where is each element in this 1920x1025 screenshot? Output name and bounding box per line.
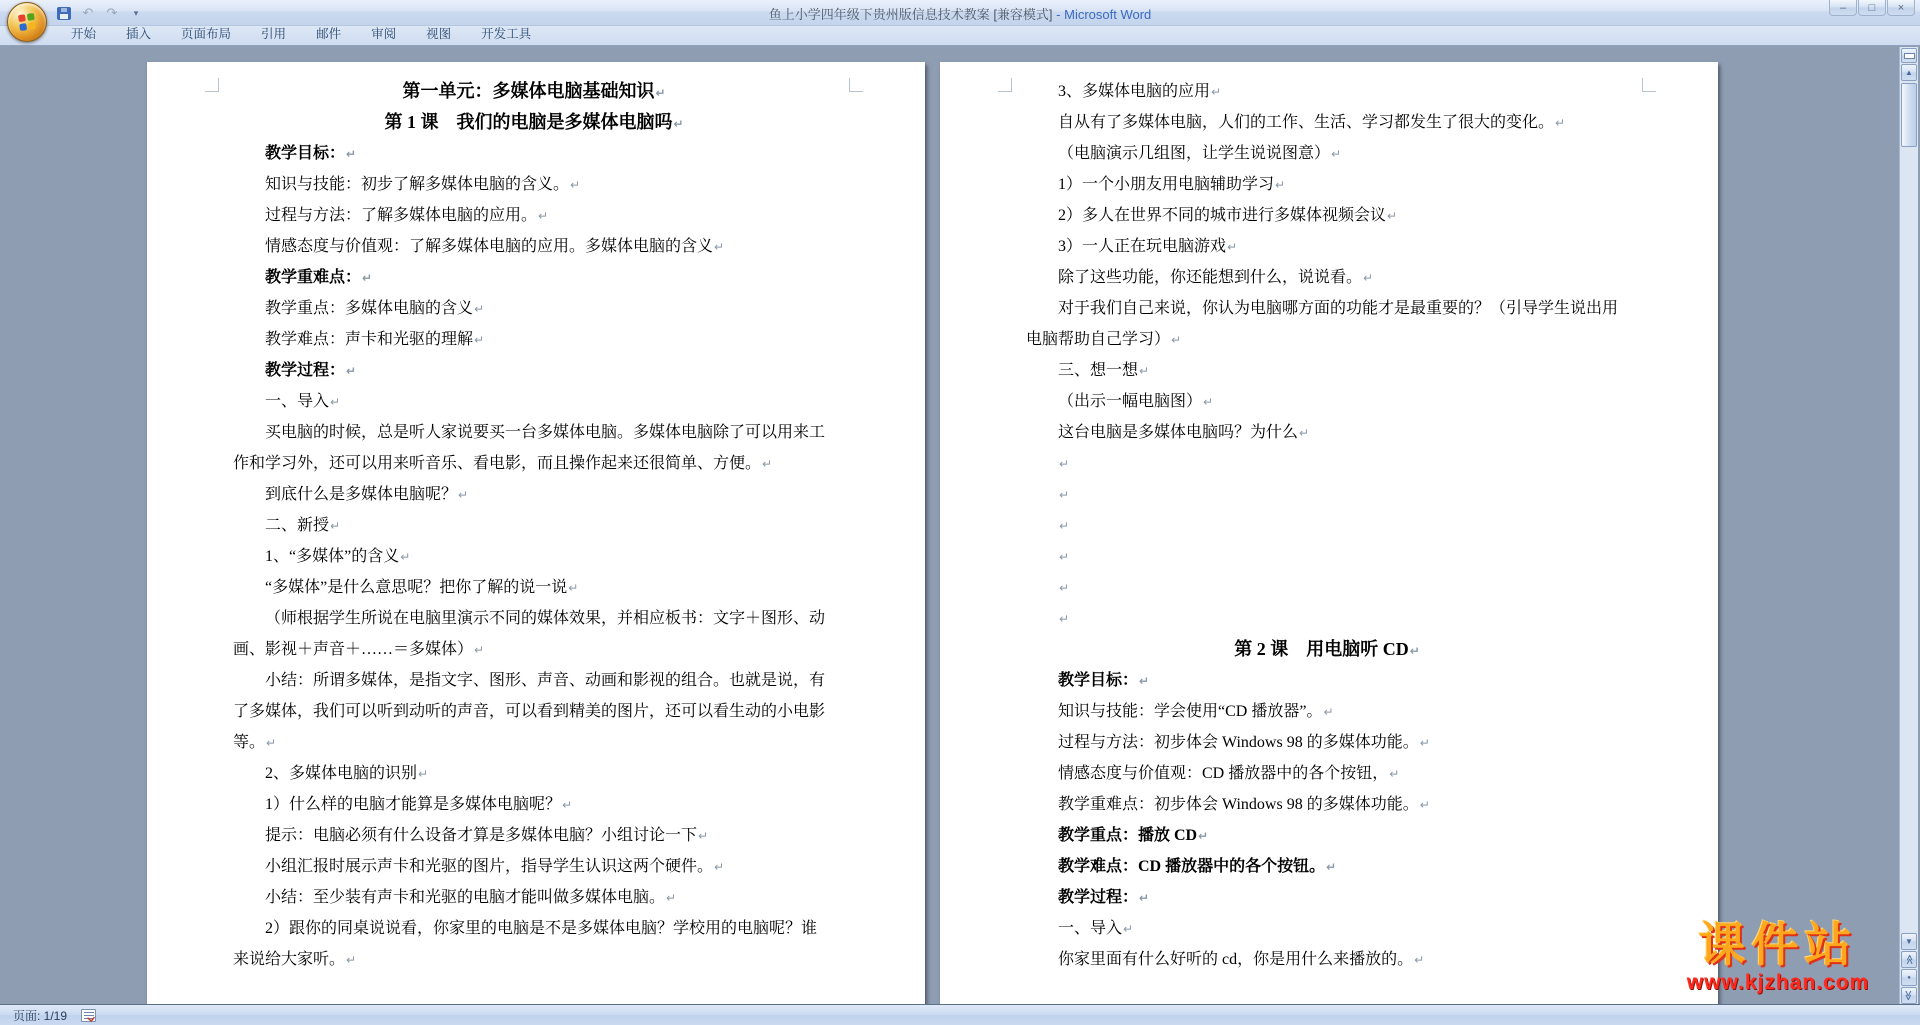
document-line: 第 1 课 我们的电脑是多媒体电脑吗↵ bbox=[384, 112, 684, 132]
paragraph-mark-icon: ↵ bbox=[568, 581, 579, 595]
proofing-status-icon[interactable] bbox=[81, 1009, 96, 1022]
paragraph-mark-icon: ↵ bbox=[1059, 550, 1070, 564]
document-line: 2、多媒体电脑的识别↵ bbox=[265, 765, 429, 782]
paragraph-mark-icon: ↵ bbox=[346, 364, 357, 378]
paragraph-mark-icon: ↵ bbox=[1323, 705, 1334, 719]
paragraph-mark-icon: ↵ bbox=[1171, 333, 1182, 347]
document-page-1[interactable] bbox=[147, 62, 925, 1004]
document-line: 1）什么样的电脑才能算是多媒体电脑呢？↵ bbox=[265, 796, 573, 813]
paragraph-mark-icon: ↵ bbox=[1387, 209, 1398, 223]
paragraph-mark-icon: ↵ bbox=[266, 736, 277, 750]
document-line: 教学过程：↵ bbox=[1058, 889, 1150, 906]
office-logo-icon bbox=[18, 13, 36, 31]
document-line: 第 2 课 用电脑听 CD↵ bbox=[1234, 639, 1420, 659]
document-line: 教学重点：多媒体电脑的含义↵ bbox=[265, 300, 485, 317]
document-line: 自从有了多媒体电脑，人们的工作、生活、学习都发生了很大的变化。↵ bbox=[1058, 114, 1566, 131]
document-line bbox=[1026, 510, 1628, 541]
status-bar bbox=[0, 1004, 1920, 1025]
scrollbar-track[interactable] bbox=[1900, 149, 1918, 932]
document-line: 过程与方法：了解多媒体电脑的应用。↵ bbox=[265, 207, 549, 224]
paragraph-mark-icon: ↵ bbox=[1203, 395, 1214, 409]
select-browse-object-button[interactable] bbox=[1901, 969, 1917, 986]
paragraph-mark-icon: ↵ bbox=[562, 798, 573, 812]
document-line: 教学重点：播放 CD↵ bbox=[1058, 827, 1209, 844]
document-line: 等。↵ bbox=[233, 734, 277, 751]
document-line bbox=[1026, 541, 1628, 572]
paragraph-mark-icon: ↵ bbox=[330, 519, 341, 533]
paragraph-mark-icon: ↵ bbox=[1363, 271, 1374, 285]
document-line: 小结：所谓多媒体，是指文字、图形、声音、动画和影视的组合。也就是说，有 bbox=[265, 672, 826, 689]
save-icon bbox=[57, 7, 71, 20]
chevron-down-icon: ▾ bbox=[133, 7, 139, 18]
paragraph-mark-icon: ↵ bbox=[400, 550, 411, 564]
ribbon-tab-1[interactable]: 开始 bbox=[71, 27, 97, 41]
previous-page-button[interactable] bbox=[1901, 951, 1917, 968]
document-line bbox=[1026, 572, 1628, 603]
paragraph-mark-icon: ↵ bbox=[1059, 612, 1070, 626]
ribbon-tab-strip bbox=[0, 26, 1920, 46]
document-line: 了多媒体，我们可以听到动听的声音，可以看到精美的图片，还可以看生动的小电影 bbox=[233, 703, 826, 720]
watermark-title: 课件站 bbox=[1698, 918, 1858, 971]
ribbon-tab-4[interactable]: 引用 bbox=[261, 27, 287, 41]
double-chevron-down-icon: ≪ bbox=[1903, 990, 1915, 1001]
paragraph-mark-icon: ↵ bbox=[1227, 240, 1238, 254]
paragraph-mark-icon: ↵ bbox=[330, 395, 341, 409]
document-line: 教学难点：声卡和光驱的理解↵ bbox=[265, 331, 485, 348]
ribbon-tab-3[interactable]: 页面布局 bbox=[181, 27, 232, 41]
document-line: 第一单元：多媒体电脑基础知识↵ bbox=[402, 81, 666, 101]
paragraph-mark-icon: ↵ bbox=[1389, 767, 1400, 781]
document-line bbox=[1026, 603, 1628, 634]
paragraph-mark-icon: ↵ bbox=[362, 271, 373, 285]
document-line: 二、新授↵ bbox=[265, 517, 341, 534]
browse-dot-icon: ● bbox=[1907, 974, 1911, 981]
document-line: 三、想一想↵ bbox=[1058, 362, 1150, 379]
document-line bbox=[1026, 479, 1628, 510]
paragraph-mark-icon: ↵ bbox=[1139, 891, 1150, 905]
document-line: 一、导入↵ bbox=[265, 393, 341, 410]
document-line: “多媒体”是什么意思呢？把你了解的说一说↵ bbox=[265, 579, 579, 596]
paragraph-mark-icon: ↵ bbox=[1275, 178, 1286, 192]
paragraph-mark-icon: ↵ bbox=[474, 333, 485, 347]
document-line: 2）跟你的同桌说说看，你家里的电脑是不是多媒体电脑？学校用的电脑呢？谁 bbox=[265, 920, 818, 937]
undo-button[interactable] bbox=[78, 3, 98, 23]
document-line: 小组汇报时展示声卡和光驱的图片，指导学生认识这两个硬件。↵ bbox=[265, 858, 725, 875]
paragraph-mark-icon: ↵ bbox=[418, 767, 429, 781]
document-line: 3、多媒体电脑的应用↵ bbox=[1058, 83, 1222, 100]
paragraph-mark-icon: ↵ bbox=[1326, 860, 1337, 874]
paragraph-mark-icon: ↵ bbox=[1331, 147, 1342, 161]
close-button[interactable]: × bbox=[1887, 0, 1915, 16]
quick-access-toolbar bbox=[54, 3, 146, 23]
save-button[interactable] bbox=[54, 3, 74, 23]
document-line: 情感态度与价值观：了解多媒体电脑的应用。多媒体电脑的含义↵ bbox=[265, 238, 725, 255]
document-line: 到底什么是多媒体电脑呢？↵ bbox=[265, 486, 469, 503]
document-line: 3）一人正在玩电脑游戏↵ bbox=[1058, 238, 1238, 255]
paragraph-mark-icon: ↵ bbox=[1211, 85, 1222, 99]
customize-qat-button[interactable] bbox=[126, 3, 146, 23]
paragraph-mark-icon: ↵ bbox=[346, 147, 357, 161]
document-line: 2）多人在世界不同的城市进行多媒体视频会议↵ bbox=[1058, 207, 1398, 224]
paragraph-mark-icon: ↵ bbox=[1409, 644, 1420, 658]
paragraph-mark-icon: ↵ bbox=[1414, 953, 1425, 967]
document-line: 情感态度与价值观：CD 播放器中的各个按钮，↵ bbox=[1058, 765, 1400, 782]
document-title: 鱼上小学四年级下贵州版信息技术教案 [兼容模式] bbox=[768, 7, 1053, 22]
paragraph-mark-icon: ↵ bbox=[538, 209, 549, 223]
document-line: 教学重难点：初步体会 Windows 98 的多媒体功能。↵ bbox=[1058, 796, 1430, 813]
document-line bbox=[1026, 448, 1628, 479]
maximize-button[interactable]: □ bbox=[1858, 0, 1886, 16]
watermark-url: www.kjzhan.com bbox=[1686, 970, 1870, 994]
document-line: 教学目标：↵ bbox=[1058, 672, 1150, 689]
office-button[interactable] bbox=[7, 2, 47, 42]
arrow-up-icon: ▲ bbox=[1905, 68, 1913, 77]
paragraph-mark-icon: ↵ bbox=[655, 86, 666, 100]
document-line: 过程与方法：初步体会 Windows 98 的多媒体功能。↵ bbox=[1058, 734, 1430, 751]
page-number-indicator[interactable]: 页面: 1/19 bbox=[13, 1008, 68, 1023]
document-line: 教学难点：CD 播放器中的各个按钮。↵ bbox=[1058, 858, 1337, 875]
paragraph-mark-icon: ↵ bbox=[1059, 488, 1070, 502]
document-line: （出示一幅电脑图）↵ bbox=[1058, 393, 1214, 410]
paragraph-mark-icon: ↵ bbox=[1123, 922, 1134, 936]
document-line: 你家里面有什么好听的 cd，你是用什么来播放的。↵ bbox=[1058, 951, 1425, 968]
paragraph-mark-icon: ↵ bbox=[1419, 798, 1430, 812]
document-line: 画、影视＋声音＋……＝多媒体）↵ bbox=[233, 641, 485, 658]
paragraph-mark-icon: ↵ bbox=[458, 488, 469, 502]
document-line: （电脑演示几组图，让学生说说图意）↵ bbox=[1058, 145, 1342, 162]
app-name: - Microsoft Word bbox=[1056, 7, 1152, 22]
document-line: 1、“多媒体”的含义↵ bbox=[265, 548, 411, 565]
undo-icon: ↶ bbox=[82, 5, 94, 20]
document-line: 电脑帮助自己学习）↵ bbox=[1026, 331, 1182, 348]
document-line: 教学目标：↵ bbox=[265, 145, 357, 162]
document-line: 对于我们自己来说，你认为电脑哪方面的功能才是最重要的？（引导学生说出用 bbox=[1058, 300, 1619, 317]
document-line: 除了这些功能，你还能想到什么，说说看。↵ bbox=[1058, 269, 1374, 286]
scroll-up-button[interactable] bbox=[1901, 64, 1917, 81]
ribbon-tab-2[interactable]: 插入 bbox=[126, 27, 152, 41]
window-controls bbox=[1829, 0, 1915, 16]
title-bar[interactable] bbox=[0, 0, 1920, 26]
ruler-toggle-button[interactable] bbox=[1901, 48, 1917, 63]
document-page-2[interactable] bbox=[940, 62, 1718, 1004]
document-line: 作和学习外，还可以用来听音乐、看电影，而且操作起来还很简单、方便。↵ bbox=[233, 455, 773, 472]
paragraph-mark-icon: ↵ bbox=[666, 891, 677, 905]
paragraph-mark-icon: ↵ bbox=[762, 457, 773, 471]
redo-icon: ↷ bbox=[106, 5, 118, 20]
paragraph-mark-icon: ↵ bbox=[1059, 519, 1070, 533]
redo-button[interactable] bbox=[102, 3, 122, 23]
ribbon-tab-8[interactable]: 开发工具 bbox=[481, 27, 532, 41]
arrow-down-icon: ▼ bbox=[1905, 937, 1913, 946]
document-line: 1）一个小朋友用电脑辅助学习↵ bbox=[1058, 176, 1286, 193]
paragraph-mark-icon: ↵ bbox=[714, 860, 725, 874]
document-line: 这台电脑是多媒体电脑吗？为什么↵ bbox=[1058, 424, 1310, 441]
next-page-button[interactable] bbox=[1901, 987, 1917, 1004]
paragraph-mark-icon: ↵ bbox=[673, 117, 684, 131]
paragraph-mark-icon: ↵ bbox=[570, 178, 581, 192]
document-line: 教学重难点：↵ bbox=[265, 269, 373, 286]
ribbon-tab-6[interactable]: 审阅 bbox=[371, 27, 397, 41]
paragraph-mark-icon: ↵ bbox=[474, 643, 485, 657]
paragraph-mark-icon: ↵ bbox=[1139, 364, 1150, 378]
window-title bbox=[0, 4, 1920, 23]
paragraph-mark-icon: ↵ bbox=[1139, 674, 1150, 688]
scroll-down-button[interactable] bbox=[1901, 933, 1917, 950]
paragraph-mark-icon: ↵ bbox=[1059, 457, 1070, 471]
paragraph-mark-icon: ↵ bbox=[1419, 736, 1430, 750]
document-line: 小结：至少装有声卡和光驱的电脑才能叫做多媒体电脑。↵ bbox=[265, 889, 677, 906]
document-line: 买电脑的时候，总是听人家说要买一台多媒体电脑。多媒体电脑除了可以用来工 bbox=[265, 424, 826, 441]
ribbon-tab-5[interactable]: 邮件 bbox=[316, 27, 342, 41]
paragraph-mark-icon: ↵ bbox=[698, 829, 709, 843]
document-line: 一、导入↵ bbox=[1058, 920, 1134, 937]
document-line: 知识与技能：初步了解多媒体电脑的含义。↵ bbox=[265, 176, 581, 193]
minimize-button[interactable]: – bbox=[1829, 0, 1857, 16]
document-line: 教学过程：↵ bbox=[265, 362, 357, 379]
paragraph-mark-icon: ↵ bbox=[1059, 581, 1070, 595]
vertical-scrollbar[interactable] bbox=[1899, 47, 1918, 1004]
paragraph-mark-icon: ↵ bbox=[1555, 116, 1566, 130]
paragraph-mark-icon: ↵ bbox=[1198, 829, 1209, 843]
document-line: 来说给大家听。↵ bbox=[233, 951, 357, 968]
paragraph-mark-icon: ↵ bbox=[1299, 426, 1310, 440]
document-line: （师根据学生所说在电脑里演示不同的媒体效果，并相应板书：文字＋图形、动 bbox=[265, 610, 826, 627]
ribbon-tab-7[interactable]: 视图 bbox=[426, 27, 452, 41]
paragraph-mark-icon: ↵ bbox=[346, 953, 357, 967]
document-line: 知识与技能：学会使用“CD 播放器”。↵ bbox=[1058, 703, 1334, 720]
document-workspace bbox=[0, 47, 1920, 1004]
document-line: 提示：电脑必须有什么设备才算是多媒体电脑？小组讨论一下↵ bbox=[265, 827, 709, 844]
paragraph-mark-icon: ↵ bbox=[714, 240, 725, 254]
scrollbar-thumb[interactable] bbox=[1901, 83, 1917, 147]
double-chevron-up-icon: ≪ bbox=[1903, 954, 1915, 965]
paragraph-mark-icon: ↵ bbox=[474, 302, 485, 316]
